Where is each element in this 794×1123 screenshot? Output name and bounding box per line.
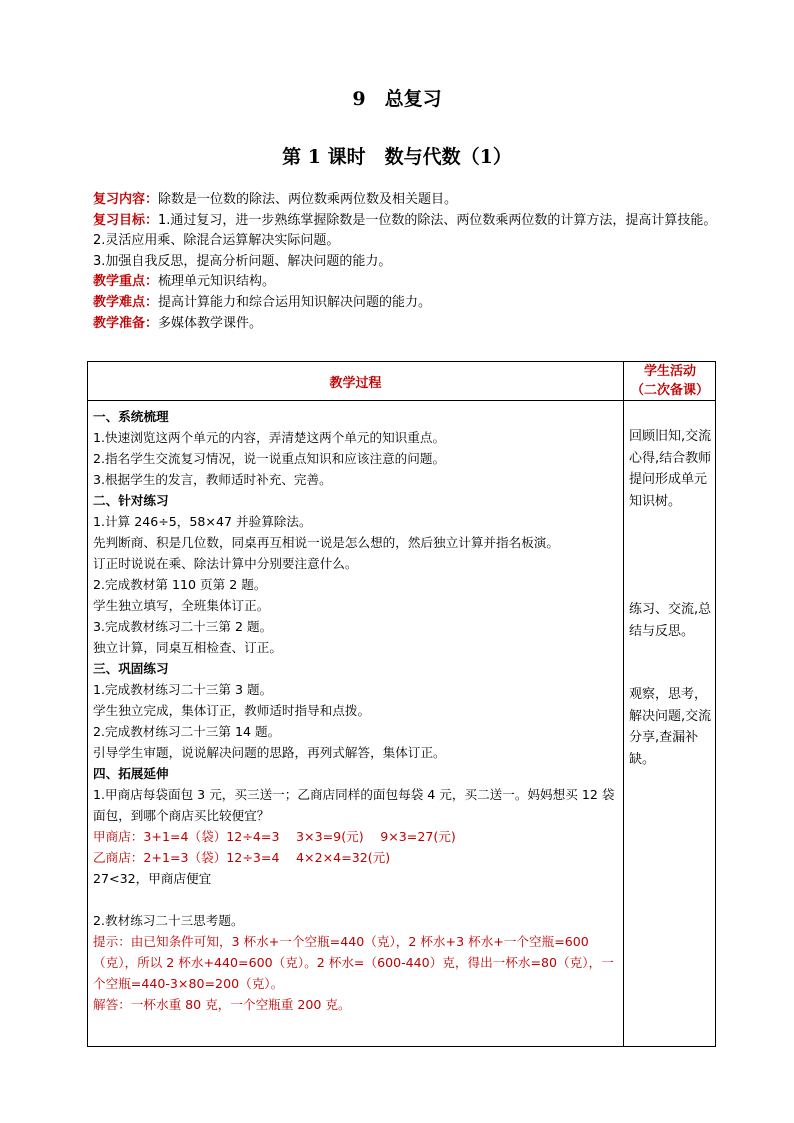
process-line: 引导学生审题，说说解决问题的思路，再列式解答，集体订正。 xyxy=(93,745,446,760)
section-heading: 二、针对练习 xyxy=(93,493,169,508)
intro-label: 教学重点： xyxy=(93,274,159,290)
intro-text: 3.加强自我反思，提高分析问题、解决问题的能力。 xyxy=(93,253,392,269)
lesson-subtitle: 第 1 课时 数与代数（1） xyxy=(282,146,512,168)
intro-line xyxy=(93,272,717,293)
header-student-activity-line2: （二次备课） xyxy=(630,383,709,398)
process-line xyxy=(93,889,621,910)
student-activity-2: 练习、交流,总结与反思。 xyxy=(629,602,712,639)
intro-text: 除数是一位数的除法、两位数乘两位数及相关题目。 xyxy=(158,192,458,207)
process-line: 学生独立完成，集体订正，教师适时指导和点拨。 xyxy=(93,703,371,718)
process-line: 2.指名学生交流复习情况，说一说重点知识和应该注意的问题。 xyxy=(93,451,446,466)
intro-label: 教学难点： xyxy=(93,294,159,310)
intro-label: 教学准备： xyxy=(93,315,159,331)
student-activity-3: 观察，思考，解决问题,交流分享,查漏补缺。 xyxy=(629,687,712,767)
intro-text: 2.灵活应用乘、除混合运算解决实际问题。 xyxy=(93,233,340,249)
teaching-table xyxy=(87,361,716,1047)
header-student-activity xyxy=(624,362,716,400)
process-line: 独立计算，同桌互相检查、订正。 xyxy=(93,640,282,655)
header-divider xyxy=(88,400,715,401)
process-line: 1.快速浏览这两个单元的内容，弄清楚这两个单元的知识重点。 xyxy=(93,430,446,445)
process-line: 提示：由已知条件可知，3 杯水+一个空瓶=440（克），2 杯水+3 杯水+一个空瓶=600（克），所以 2 杯水+440=600（克）。2 杯水=（600-440）克，得出一杯水=80（克），一个空瓶=440-3×80=200（克）。 xyxy=(93,934,614,991)
intro-text: 多媒体教学课件。 xyxy=(158,315,263,331)
process-line: 先判断商、积是几位数，同桌再互相说一说是怎么想的，然后独立计算并指名板演。 xyxy=(93,535,559,550)
intro-line xyxy=(93,252,717,273)
process-line: 1.甲商店每袋面包 3 元，买三送一；乙商店同样的面包每袋 4 元，买二送一。妈妈想买 12 袋面包，到哪个商店买比较便宜？ xyxy=(93,787,615,823)
intro-text: 梳理单元知识结构。 xyxy=(158,274,276,290)
column-divider xyxy=(623,362,624,1046)
intro-line xyxy=(93,293,717,314)
process-line: 2.完成教材第 110 页第 2 题。 xyxy=(93,577,267,592)
process-line: 3.根据学生的发言，教师适时补充、完善。 xyxy=(93,472,332,487)
intro-line xyxy=(93,231,717,252)
page-title: 9 总复习 xyxy=(352,88,442,110)
header-teaching-process: 教学过程 xyxy=(329,375,382,391)
process-line: 乙商店：2+1=3（袋）12÷3=4 4×2×4=32(元) xyxy=(93,850,391,865)
process-line: 3.完成教材练习二十三第 2 题。 xyxy=(93,619,273,634)
intro-label: 复习目标： xyxy=(93,212,159,228)
process-line: 1.完成教材练习二十三第 3 题。 xyxy=(93,682,273,697)
intro-line xyxy=(93,190,717,211)
intro-text: 1.通过复习，进一步熟练掌握除数是一位数的除法、两位数乘两位数的计算方法，提高计算技能。 xyxy=(158,212,717,228)
process-line: 解答：一杯水重 80 克，一个空瓶重 200 克。 xyxy=(93,997,351,1012)
intro-label: 复习内容： xyxy=(93,192,159,207)
process-line: 学生独立填写，全班集体订正。 xyxy=(93,598,270,613)
process-line: 2.教材练习二十三思考题。 xyxy=(93,913,244,928)
student-activity-1: 回顾旧知,交流心得,结合教师提问形成单元知识树。 xyxy=(629,429,712,509)
process-line: 2.完成教材练习二十三第 14 题。 xyxy=(93,724,281,739)
intro-line xyxy=(93,314,717,335)
intro-text: 提高计算能力和综合运用知识解决问题的能力。 xyxy=(158,294,432,310)
process-line: 1.计算 246÷5，58×47 并验算除法。 xyxy=(93,514,312,529)
section-heading: 四、拓展延伸 xyxy=(93,766,169,781)
process-line: 订正时说说在乘、除法计算中分别要注意什么。 xyxy=(93,556,358,571)
lesson-intro xyxy=(93,190,717,334)
process-line: 甲商店：3+1=4（袋）12÷4=3 3×3=9(元) 9×3=27(元) xyxy=(93,829,456,844)
teaching-process-content xyxy=(93,406,621,1015)
intro-line xyxy=(93,211,717,232)
section-heading: 一、系统梳理 xyxy=(93,409,169,424)
header-student-activity-line1: 学生活动 xyxy=(643,364,696,379)
section-heading: 三、巩固练习 xyxy=(93,661,169,676)
process-line: 27<32，甲商店便宜 xyxy=(93,871,212,886)
